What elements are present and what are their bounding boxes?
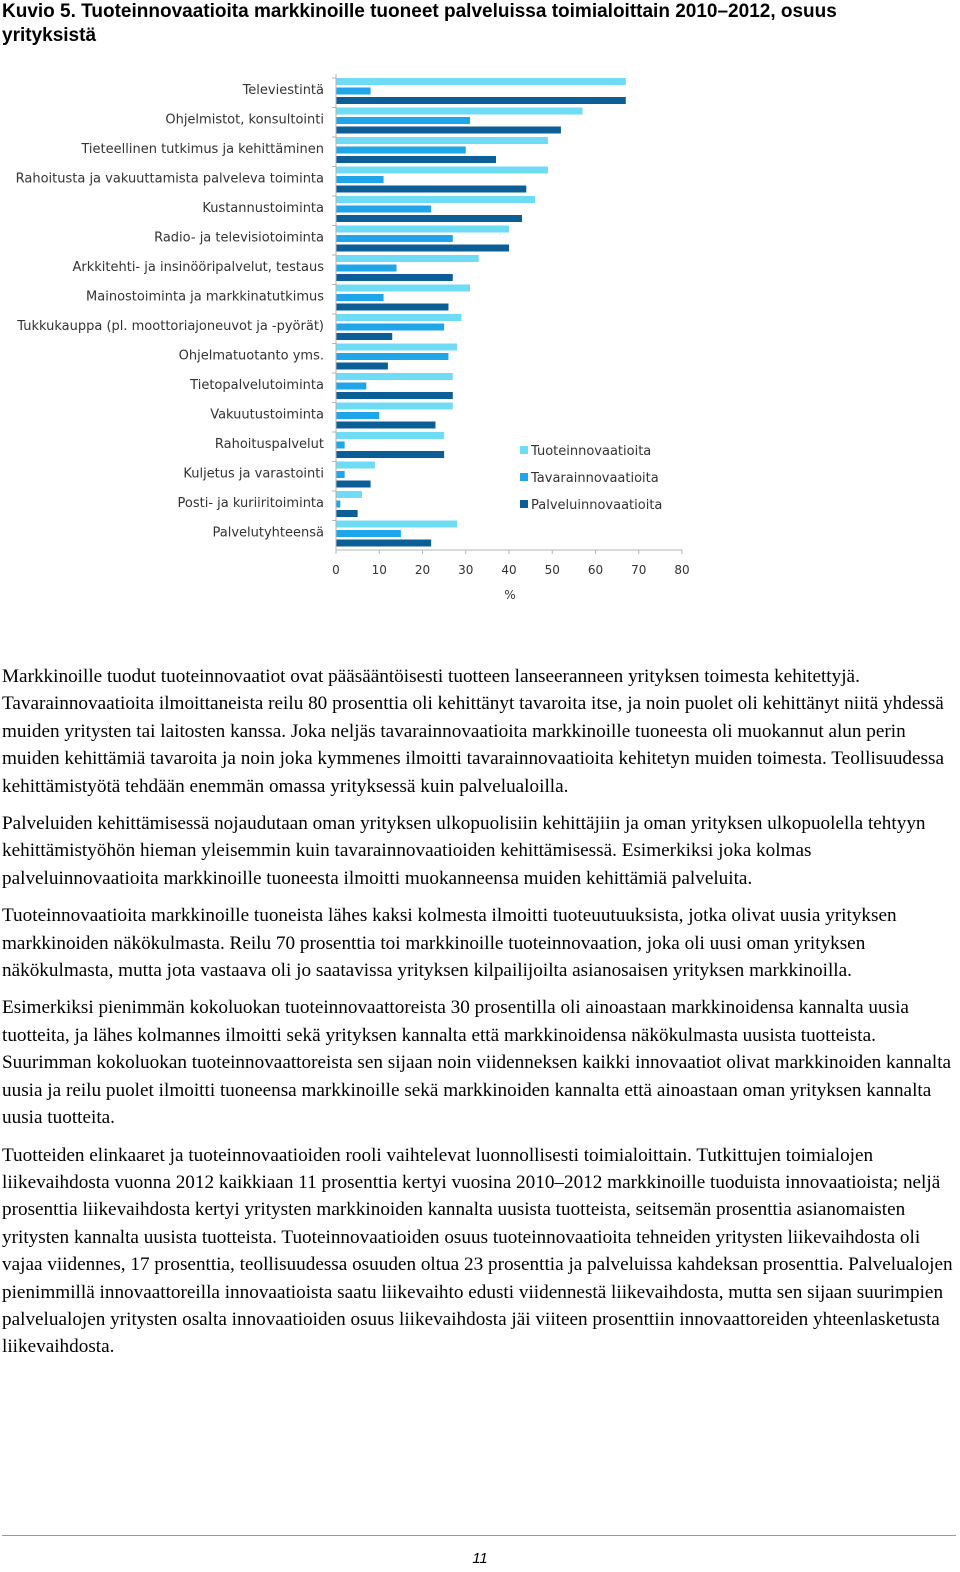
bar — [336, 521, 457, 528]
bar — [336, 344, 457, 351]
bar — [336, 147, 466, 154]
bar — [336, 333, 392, 340]
figure-title: Kuvio 5. Tuoteinnovaatioita markkinoille tuoneet palveluissa toimialoittain 2010–2012, osuus yrityksistä — [2, 1, 837, 46]
bar — [336, 265, 397, 272]
chart-legend — [520, 444, 662, 513]
bar — [336, 540, 431, 547]
bar — [336, 108, 583, 115]
category-label: Ohjelmatuotanto yms. — [178, 348, 324, 364]
legend-swatch — [520, 473, 528, 481]
bar — [336, 196, 535, 203]
bar — [336, 88, 371, 95]
bar — [336, 97, 626, 104]
bar — [336, 462, 375, 469]
category-label: Tieteellinen tutkimus ja kehittäminen — [81, 142, 324, 157]
bar — [336, 501, 340, 508]
bar — [336, 127, 561, 134]
bar — [336, 422, 435, 429]
bar — [336, 304, 448, 311]
bar — [336, 363, 388, 370]
bar-chart — [0, 60, 720, 620]
paragraph: Palveluiden kehittämisessä nojaudutaan oman yrityksen ulkopuolisiin kehittäjiin ja oman yrityksen ulkopuolella tehtyyn kehittämistyöhön hieman yleisemmin kuin tavarainnovaatioiden kehittämisessä. Esimerkiksi joka kolmas palveluinnovaatioita markkinoille tuoneesta ilmoitti muokanneensa muiden kehittämiä palveluita. — [2, 813, 926, 889]
bar — [336, 206, 431, 213]
x-tick-label: 10 — [371, 563, 387, 577]
bar — [336, 491, 362, 498]
bar — [336, 255, 479, 262]
x-tick-label: 60 — [587, 563, 604, 577]
x-tick-label: 20 — [414, 563, 431, 577]
category-label: Rahoituspalvelut — [214, 437, 324, 452]
legend-label: Palveluinnovaatioita — [531, 498, 663, 513]
bar — [336, 156, 496, 163]
chart-category-labels — [16, 83, 325, 541]
bar — [336, 78, 626, 85]
bar — [336, 215, 522, 222]
bar — [336, 117, 470, 124]
bar — [336, 432, 444, 439]
category-label: Vakuutustoiminta — [210, 407, 324, 423]
bar — [336, 245, 509, 252]
bar — [336, 226, 509, 233]
page-number: 11 — [472, 1550, 488, 1567]
category-label: Posti- ja kuriiritoiminta — [177, 496, 324, 511]
legend-swatch — [520, 446, 528, 454]
bar — [336, 481, 371, 488]
bar — [336, 353, 448, 360]
category-label: Radio- ja televisiotoiminta — [154, 230, 324, 246]
paragraph: Markkinoille tuodut tuoteinnovaatiot ovat pääsääntöisesti tuotteen lanseeranneen yrityksen toimesta kehitettyjä. Tavarainnovaatioita ilmoittaneista reilu 80 prosenttia oli kehittänyt tavaroita itse, ja noin puolet oli kehittänyt niitä yhdessä muiden yritysten tai laitosten kanssa. Joka neljäs tavarainnovaatioita markkinoille tuoneesta oli muokannut alun perin muiden kehittämiä tavaroita ja noin joka kymmenes ilmoitti tavarainnovaatioita kehitetyn muiden toimesta. Teollisuudessa kehittämistyötä tehdään enemmän omassa yrityksessä kuin palvelualoilla. — [2, 666, 944, 797]
bar — [336, 412, 379, 419]
x-tick-label: 30 — [458, 563, 474, 577]
bar — [336, 235, 453, 242]
category-label: Mainostoiminta ja markkinatutkimus — [86, 289, 324, 305]
paragraph: Tuoteinnovaatioita markkinoille tuoneista lähes kaksi kolmesta ilmoitti tuoteuutuuksista, jotka olivat uusia yrityksen markkinoiden näkökulmasta. Reilu 70 prosenttia toi markkinoille tuoteinnovaation, joka oli uusi oman yrityksen näkökulmasta, mutta jota vastaava oli jo saatavissa yrityksen kilpailijoilta asianosaisen yrityksen markkinoilla. — [2, 905, 897, 982]
category-label: Tukkukauppa (pl. moottoriajoneuvot ja -pyörät) — [17, 319, 324, 334]
x-tick-label: 50 — [544, 563, 560, 577]
category-label: Rahoitusta ja vakuuttamista palveleva toiminta — [15, 171, 324, 187]
category-label: Palvelutyhteensä — [212, 525, 324, 541]
bar — [336, 176, 384, 183]
legend-swatch — [520, 500, 528, 508]
bar — [336, 392, 453, 399]
category-label: Televiestintä — [242, 83, 324, 98]
bar — [336, 442, 345, 449]
bar — [336, 137, 548, 144]
bar — [336, 451, 444, 458]
legend-label: Tuoteinnovaatioita — [531, 444, 652, 459]
bar — [336, 324, 444, 331]
bar — [336, 186, 526, 193]
legend-label: Tavarainnovaatioita — [531, 471, 659, 486]
chart-x-axis-label: % — [504, 588, 516, 602]
paragraph: Esimerkiksi pienimmän kokoluokan tuoteinnovaattoreista 30 prosentilla oli ainoastaan markkinoidensa kannalta uusia tuotteita, ja lähes kolmannes ilmoitti sekä yrityksen kannalta että markkinoidensa näkökulmasta uusista tuotteista. Suurimman kokoluokan tuoteinnovaattoreista sen sijaan noin viidenneksen kaikki innovaatiot olivat markkinoiden kannalta uusia ja reilu puolet ilmoitti tuoneensa markkinoille sekä markkinoiden kannalta että ainoastaan oman yrityksen kannalta uusia tuotteita. — [2, 997, 952, 1129]
bar — [336, 314, 461, 321]
chart-tick-labels — [332, 563, 689, 577]
bar — [336, 403, 453, 410]
category-label: Ohjelmistot, konsultointi — [165, 112, 324, 128]
bar — [336, 167, 548, 174]
x-tick-label: 80 — [674, 563, 690, 577]
bar — [336, 285, 470, 292]
bar — [336, 274, 453, 281]
x-tick-label: 0 — [332, 563, 340, 577]
bar — [336, 510, 358, 517]
bar — [336, 471, 345, 478]
paragraph: Tuotteiden elinkaaret ja tuoteinnovaatioiden rooli vaihtelevat luonnollisesti toimialoittain. Tutkittujen toimialojen liikevaihdosta vuonna 2012 kaikkiaan 11 prosenttia kertyi vuosina 2010–2012 markkinoille tuoduista innovaatioista; neljä prosenttia liikevaihdosta kertyi yritysten markkinoiden kannalta uusista tuotteista, seitsemän prosenttia asianomaisten yritysten kannalta uusista tuotteista. Tuoteinnovaatioiden osuus tuoteinnovaatioita tehneiden yritysten liikevaihdosta oli vajaa viidennes, 17 prosenttia, teollisuudessa osuuden oltua 23 prosenttia ja palveluissa kahdeksan prosenttia. Palvelualojen pienimmillä innovaattoreilla innovaatioista saatu liikevaihto edusti viidennestä liikevaihdosta, mutta sen sijaan suurimpien palvelualojen yritysten osalta innovaatioiden osuus liikevaihdosta jäi viiteen prosenttiin innovaattoreiden yhteenlasketusta liikevaihdosta. — [2, 1144, 953, 1358]
body-text — [2, 663, 958, 1371]
bar — [336, 373, 453, 380]
bar — [336, 383, 366, 390]
category-label: Tietopalvelutoiminta — [190, 378, 324, 393]
footer-divider — [2, 1535, 956, 1536]
bar — [336, 530, 401, 537]
x-tick-label: 70 — [631, 563, 647, 577]
bar — [336, 294, 384, 301]
category-label: Kuljetus ja varastointi — [183, 466, 324, 482]
x-tick-label: 40 — [501, 563, 517, 577]
category-label: Arkkitehti- ja insinööripalvelut, testaus — [72, 260, 324, 275]
category-label: Kustannustoiminta — [202, 201, 324, 216]
